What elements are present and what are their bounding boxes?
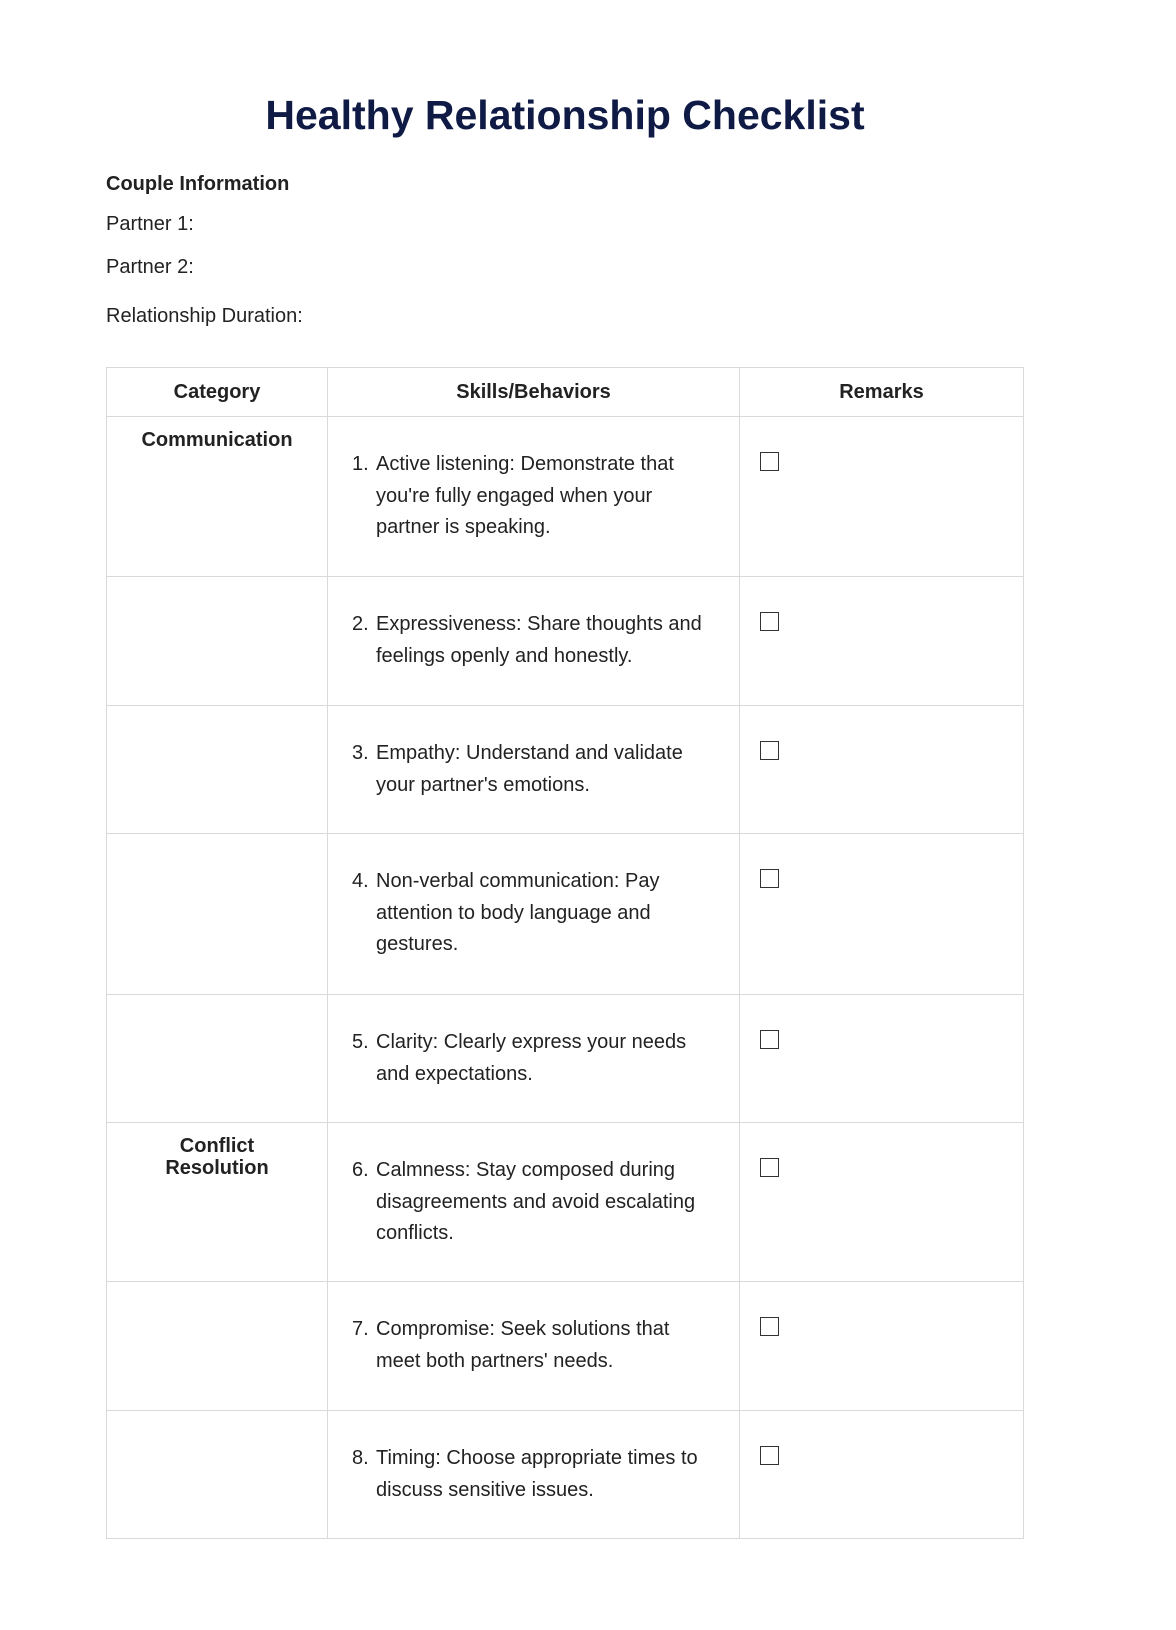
remarks-cell [740, 1123, 1024, 1282]
duration-label: Relationship Duration: [106, 305, 303, 327]
skill-cell [328, 1282, 740, 1411]
checkbox[interactable] [760, 869, 779, 888]
skill-text: Calmness: Stay composed during disagreements and avoid escalating conflicts. [376, 1159, 696, 1244]
checkbox[interactable] [760, 452, 779, 471]
skill-text: Active listening: Demonstrate that you're fully engaged when your partner is speaking. [376, 453, 674, 538]
remarks-cell [740, 706, 1024, 834]
skill-cell [328, 706, 740, 834]
skill-text: Clarity: Clearly express your needs and expectations. [376, 1031, 687, 1085]
category-cell [107, 1282, 328, 1411]
category-cell: Communication [107, 417, 328, 577]
checkbox[interactable] [760, 612, 779, 631]
skill-text: Expressiveness: Share thoughts and feelings openly and honestly. [376, 613, 702, 667]
partner2-label: Partner 2: [106, 256, 194, 278]
category-cell [107, 706, 328, 834]
table-header-row [107, 368, 1024, 417]
remarks-cell [740, 1411, 1024, 1539]
remarks-cell [740, 995, 1024, 1123]
checkbox[interactable] [760, 741, 779, 760]
table-row [107, 417, 1024, 577]
table-row [107, 834, 1024, 995]
header-skills: Skills/Behaviors [328, 368, 740, 417]
remarks-cell [740, 1282, 1024, 1411]
item-number: 4. [352, 870, 369, 892]
remarks-cell [740, 577, 1024, 706]
table-row [107, 706, 1024, 834]
couple-info-heading: Couple Information [106, 173, 290, 195]
skill-cell [328, 417, 740, 577]
category-cell [107, 1411, 328, 1539]
checkbox[interactable] [760, 1030, 779, 1049]
skill-text: Compromise: Seek solutions that meet both partners' needs. [376, 1318, 670, 1372]
category-cell [107, 577, 328, 706]
skill-cell [328, 834, 740, 995]
table-row [107, 1123, 1024, 1282]
category-cell: Conflict Resolution [107, 1123, 328, 1282]
partner1-label: Partner 1: [106, 213, 194, 235]
remarks-cell [740, 417, 1024, 577]
item-number: 8. [352, 1447, 369, 1469]
item-number: 2. [352, 613, 369, 635]
checkbox[interactable] [760, 1158, 779, 1177]
table-row [107, 577, 1024, 706]
header-remarks: Remarks [740, 368, 1024, 417]
item-number: 6. [352, 1159, 369, 1181]
item-number: 1. [352, 453, 369, 475]
table-row [107, 1411, 1024, 1539]
skill-text: Non-verbal communication: Pay attention to body language and gestures. [376, 870, 660, 955]
checklist-table [106, 367, 1024, 1539]
skill-cell [328, 577, 740, 706]
checkbox[interactable] [760, 1317, 779, 1336]
item-number: 3. [352, 742, 369, 764]
remarks-cell [740, 834, 1024, 995]
item-number: 5. [352, 1031, 369, 1053]
category-cell [107, 995, 328, 1123]
header-category: Category [107, 368, 328, 417]
page-title: Healthy Relationship Checklist [265, 92, 865, 138]
checkbox[interactable] [760, 1446, 779, 1465]
category-cell [107, 834, 328, 995]
table-row [107, 995, 1024, 1123]
skill-cell [328, 1123, 740, 1282]
skill-cell [328, 1411, 740, 1539]
skill-cell [328, 995, 740, 1123]
skill-text: Empathy: Understand and validate your partner's emotions. [376, 742, 683, 796]
skill-text: Timing: Choose appropriate times to discuss sensitive issues. [376, 1447, 698, 1501]
item-number: 7. [352, 1318, 369, 1340]
table-row [107, 1282, 1024, 1411]
